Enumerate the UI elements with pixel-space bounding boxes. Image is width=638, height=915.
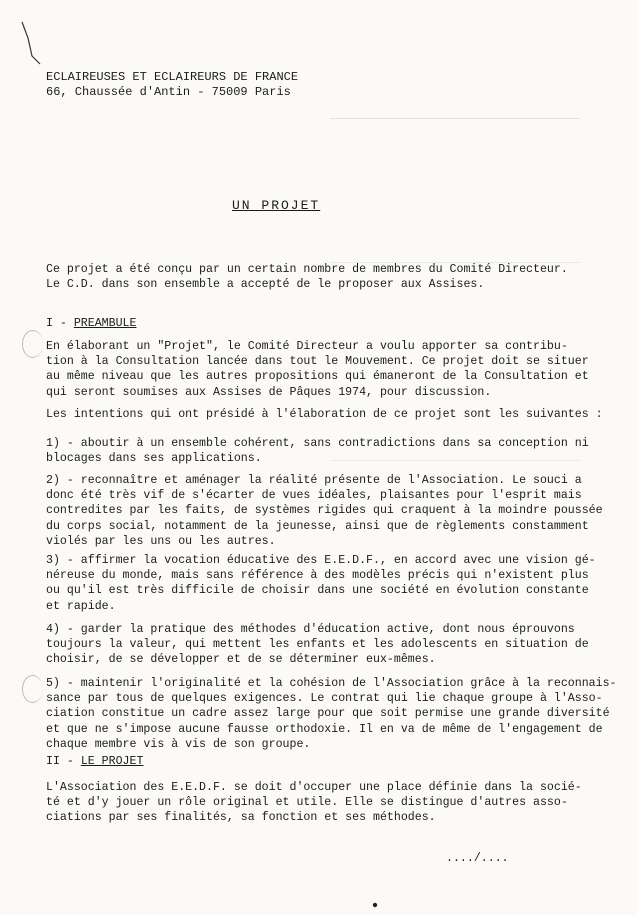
organization-name: ECLAIREUSES ET ECLAIREURS DE FRANCE: [46, 70, 299, 84]
text-line: qui seront soumises aux Assises de Pâques 1974, pour discussion.: [46, 385, 492, 399]
punch-hole-mark: [22, 330, 43, 358]
section-number: II -: [46, 755, 74, 768]
text-line: ciation constitue un cadre assez large pour que soit permise une grande diversité: [46, 707, 610, 721]
text-line: du corps social, notamment de la jeunesse, ainsi que de règlements constamment: [46, 519, 589, 533]
text-line: L'Association des E.E.D.F. se doit d'occuper une place définie dans la socié-: [46, 781, 582, 794]
text-line: ciations par ses finalités, sa fonction et ses méthodes.: [46, 811, 436, 825]
text-line: néreuse du monde, mais sans référence à des modèles précis qui n'existent plus: [46, 569, 589, 583]
text-line: au même niveau que les autres propositions qui émaneront de la Consultation et: [46, 370, 589, 384]
intention-point-3: [46, 553, 594, 614]
text-line: blocages dans ses applications.: [46, 452, 262, 466]
preambule-paragraph: [46, 339, 594, 400]
text-line: et rapide.: [46, 599, 116, 613]
text-line: 2) - reconnaître et aménager la réalité présente de l'Association. Le souci a: [46, 474, 582, 487]
organization-address: [46, 70, 298, 100]
text-line: 4) - garder la pratique des méthodes d'éducation active, dont nous éprouvons: [46, 623, 575, 636]
section-heading-le-projet: [46, 754, 143, 769]
punch-hole-mark: [22, 675, 43, 703]
section-title: LE PROJET: [80, 755, 144, 768]
text-line: violés par les uns ou les autres.: [46, 534, 276, 548]
text-line: 5) - maintenir l'originalité et la cohésion de l'Association grâce à la reconnais-: [46, 677, 617, 690]
organization-street: 66, Chaussée d'Antin - 75009 Paris: [46, 85, 291, 99]
intro-line: Ce projet a été conçu par un certain nombre de membres du Comité Directeur.: [46, 263, 568, 276]
text-line: Les intentions qui ont présidé à l'élaboration de ce projet sont les suivantes :: [46, 408, 603, 421]
section-heading-preambule: [46, 316, 136, 331]
intention-point-5: [46, 676, 617, 752]
bottom-ink-spot: [370, 900, 382, 910]
text-line: donc été très vif de s'écarter de vues idéales, plaisantes pour l'esprit mais: [46, 489, 582, 503]
text-line: contredites par les faits, de systèmes rigides qui craquent à la moindre poussée: [46, 504, 603, 518]
intention-point-4: [46, 622, 594, 668]
text-line: ou qu'il est très difficile de choisir dans une société en évolution constante: [46, 584, 589, 598]
section-title: PREAMBULE: [73, 317, 137, 330]
text-line: toujours la valeur, qui mettent les enfants et les adolescents en situation de: [46, 638, 589, 652]
intention-point-2: [46, 473, 603, 549]
text-line: tion à la Consultation lancée dans tout le Mouvement. Ce projet doit se situer: [46, 355, 589, 369]
intentions-intro: [46, 407, 603, 422]
intro-line: Le C.D. dans son ensemble a accepté de le proposer aux Assises.: [46, 278, 485, 292]
page-continuation-mark: ..../....: [446, 852, 509, 865]
text-line: choisir, de se développer et de se déterminer eux-mêmes.: [46, 653, 436, 667]
corner-pencil-mark: [18, 18, 48, 68]
text-line: sance par tous de quelques exigences. Le contrat qui lie chaque groupe à l'Asso-: [46, 692, 603, 706]
text-line: En élaborant un "Projet", le Comité Directeur a voulu apporter sa contribu-: [46, 340, 568, 353]
section-number: I -: [46, 317, 67, 330]
document-title: UN PROJET: [232, 198, 321, 213]
bleed-through-rule: [330, 118, 580, 119]
le-projet-paragraph: [46, 780, 594, 826]
intro-paragraph: [46, 262, 594, 292]
text-line: et que ne s'impose aucune fausse orthodoxie. Il en va de même de l'engagement de: [46, 722, 603, 736]
text-line: 1) - aboutir à un ensemble cohérent, sans contradictions dans sa conception ni: [46, 437, 589, 450]
text-line: 3) - affirmer la vocation éducative des E.E.D.F., en accord avec une vision gé-: [46, 554, 596, 567]
intention-point-1: [46, 436, 594, 466]
text-line: té et d'y jouer un rôle original et utile. Elle se distingue d'autres asso-: [46, 796, 568, 810]
text-line: chaque membre vis à vis de son groupe.: [46, 737, 311, 751]
